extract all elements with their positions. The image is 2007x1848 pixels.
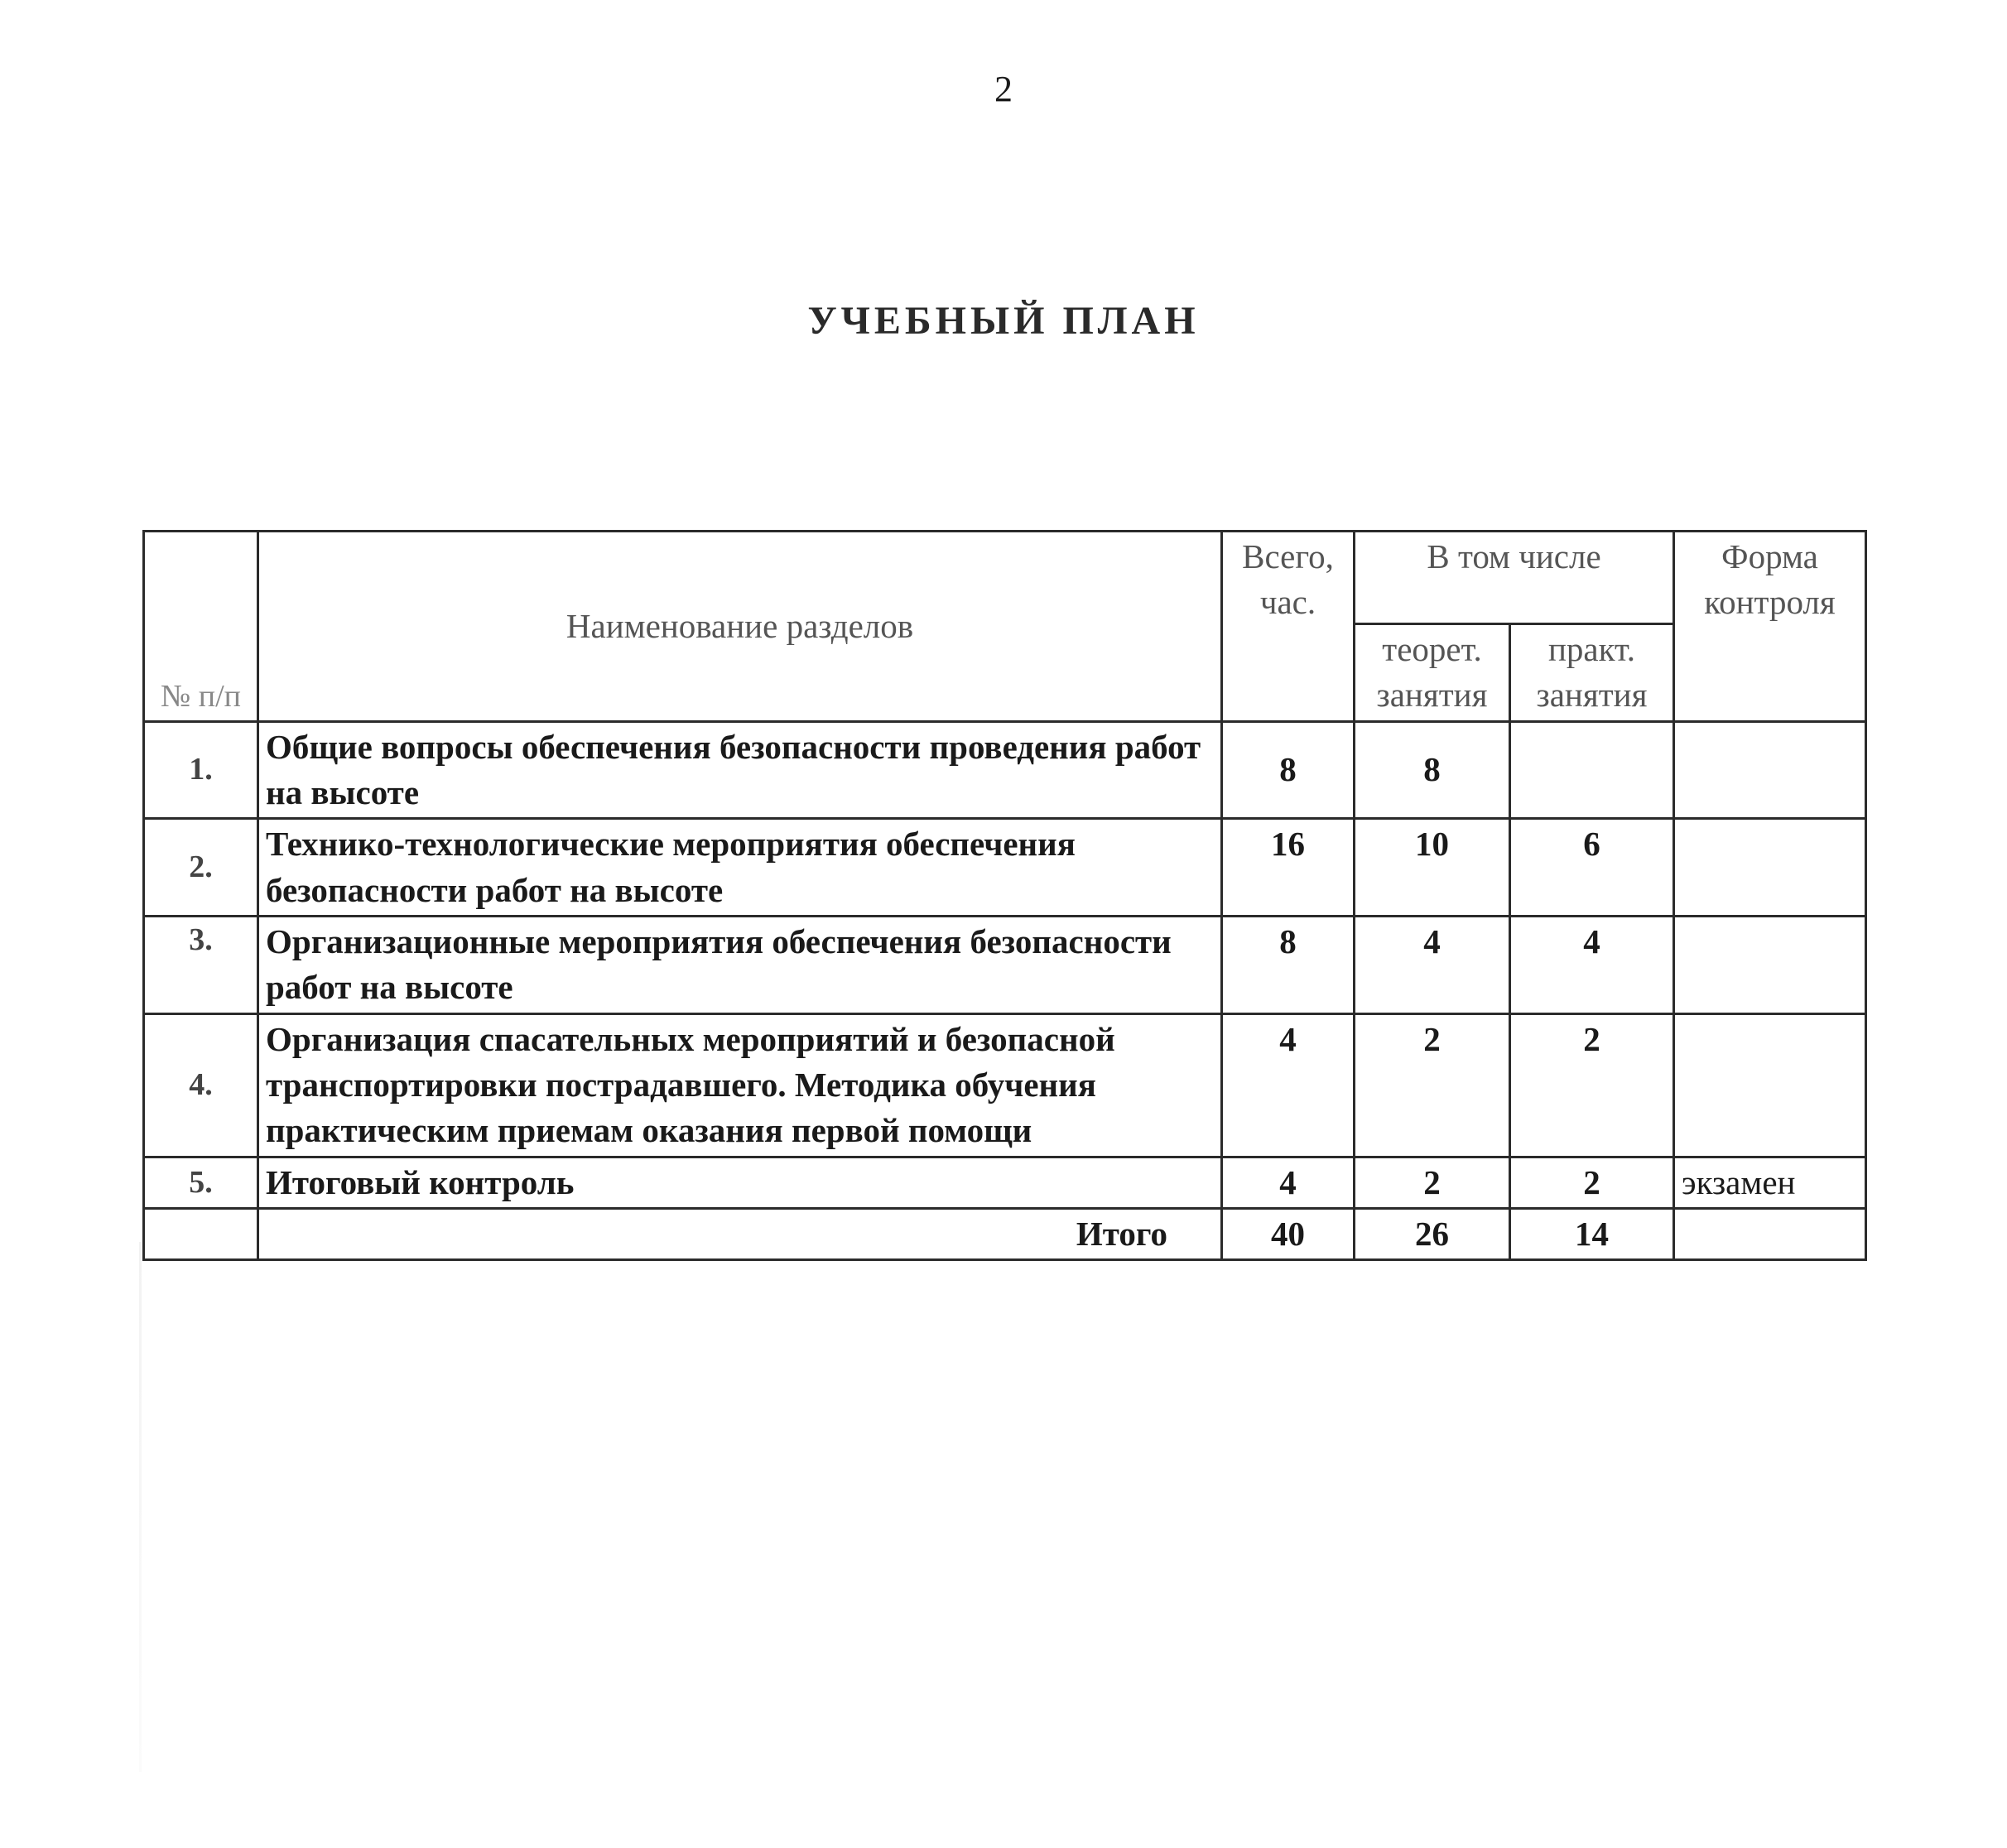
practice-hours-sum: 14 <box>1510 1209 1674 1260</box>
curriculum-table <box>142 530 1867 1261</box>
header-number: № п/п <box>144 532 258 722</box>
row-number: 2. <box>144 819 258 917</box>
practice-hours: 2 <box>1510 1013 1674 1157</box>
header-section-name: Наименование разделов <box>258 532 1222 722</box>
theory-hours: 8 <box>1355 721 1510 819</box>
page-number: 2 <box>994 69 1013 109</box>
row-number: 5. <box>144 1157 258 1208</box>
total-hours: 4 <box>1222 1157 1355 1208</box>
row-number: 1. <box>144 721 258 819</box>
total-control-form <box>1674 1209 1866 1260</box>
theory-hours: 4 <box>1355 917 1510 1014</box>
practice-hours <box>1510 721 1674 819</box>
section-name: Технико-технологические мероприятия обеспечения безопасности работ на высоте <box>258 819 1222 917</box>
header-practice: практ. занятия <box>1510 624 1674 722</box>
table-row <box>144 819 1866 917</box>
control-form <box>1674 917 1866 1014</box>
table-row <box>144 917 1866 1014</box>
table-row <box>144 1157 1866 1208</box>
section-name: Итоговый контроль <box>258 1157 1222 1208</box>
table-row <box>144 1013 1866 1157</box>
total-row <box>144 1209 1866 1260</box>
practice-hours: 2 <box>1510 1157 1674 1208</box>
header-control-form: Форма контроля <box>1674 532 1866 722</box>
section-name: Организация спасательных мероприятий и безопасной транспортировки пострадавшего. Методика обучения практическим приемам оказания первой помощи <box>258 1013 1222 1157</box>
section-name: Общие вопросы обеспечения безопасности проведения работ на высоте <box>258 721 1222 819</box>
theory-hours-sum: 26 <box>1355 1209 1510 1260</box>
total-hours-sum: 40 <box>1222 1209 1355 1260</box>
document-title: УЧЕБНЫЙ ПЛАН <box>807 299 1200 343</box>
theory-hours: 10 <box>1355 819 1510 917</box>
total-row-number <box>144 1209 258 1260</box>
scan-edge-shadow <box>139 1242 142 1772</box>
theory-hours: 2 <box>1355 1157 1510 1208</box>
table-row <box>144 721 1866 819</box>
control-form <box>1674 721 1866 819</box>
theory-hours: 2 <box>1355 1013 1510 1157</box>
total-hours: 8 <box>1222 917 1355 1014</box>
total-hours: 8 <box>1222 721 1355 819</box>
header-theory: теорет. занятия <box>1355 624 1510 722</box>
total-hours: 4 <box>1222 1013 1355 1157</box>
row-number: 4. <box>144 1013 258 1157</box>
control-form <box>1674 819 1866 917</box>
header-including: В том числе <box>1355 532 1674 624</box>
header-total-hours: Всего, час. <box>1222 532 1355 722</box>
section-name: Организационные мероприятия обеспечения безопасности работ на высоте <box>258 917 1222 1014</box>
practice-hours: 4 <box>1510 917 1674 1014</box>
total-label: Итого <box>258 1209 1222 1260</box>
total-hours: 16 <box>1222 819 1355 917</box>
control-form <box>1674 1013 1866 1157</box>
control-form: экзамен <box>1674 1157 1866 1208</box>
practice-hours: 6 <box>1510 819 1674 917</box>
row-number: 3. <box>144 917 258 1014</box>
